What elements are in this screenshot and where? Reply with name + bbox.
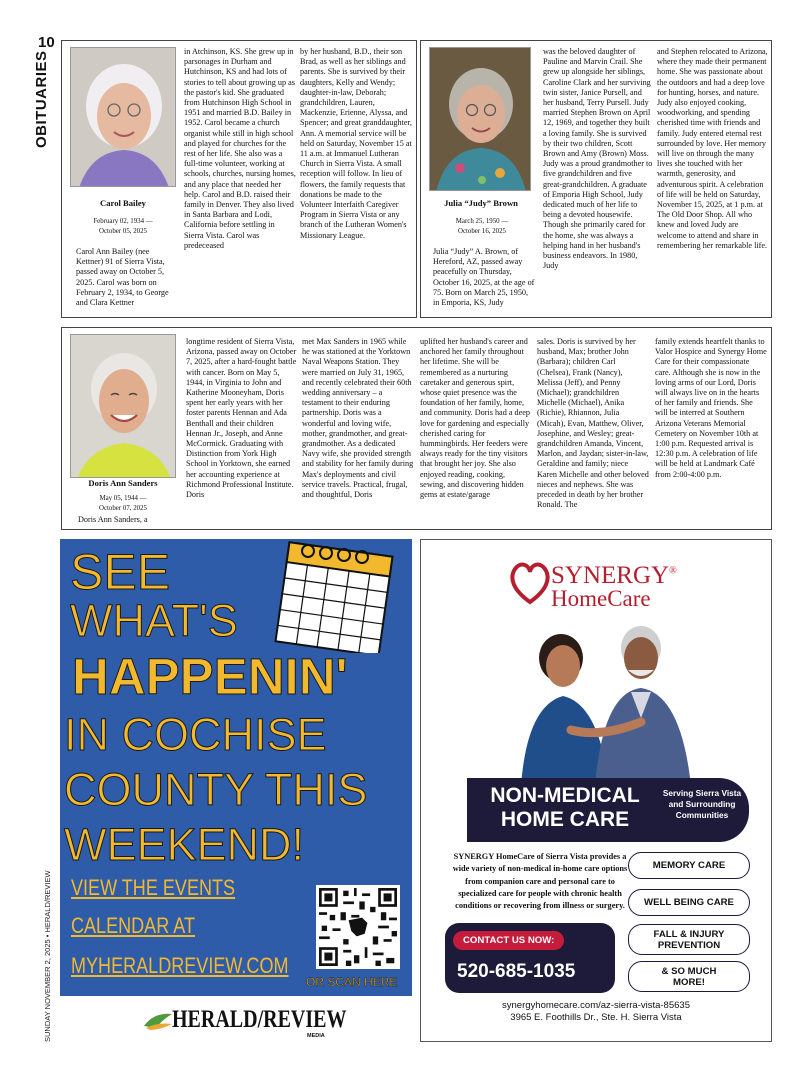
obituary-text-col: sales. Doris is survived by her husband, Max; brother John (Barbara); children Carl (Chelsea), Frank (Nancy), Melissa (Jeff), and Penny (Michael); grandchildren Michelle (Michael), Anika (Richie), Rhiannon, Julia (Micah), Evan, Matthew, Oliver, Josephine, and Wesley; great-grandchildren Amanda, Vincent, Marlon, and Jaydan; sister-in-law, Geraldine and family; niece Karen Michelle and other beloved nieces and nephews. She was preceded in death by her brother Ronald. The [537,337,649,510]
obituary-carol-bailey [61,40,417,318]
ad-headline-line: IN COCHISE [64,709,327,760]
ad-headline-line: COUNTY THIS [64,764,368,815]
non-medical-banner [467,778,749,842]
obituary-text-col: longtime resident of Sierra Vista, Arizona, passed away on October 7, 2025, after a hard-fought battle with cancer. Born on May 5, 1944, in Virginia to John and Katherine Mooneyham, Doris spent her early years with her foster parents Hennan and Ada Benthall and their children Hennan Jr., Joseph, and Anne McCormick. Graduating with Distinction from York High School in Yorktown, she earned her accounting experience at Richmond Professional Institute. Doris [186,337,297,500]
service-memory-care: MEMORY CARE [628,852,750,879]
ad-headline-line: WEEKEND! [64,819,305,870]
obituary-text-col: Doris Ann Sanders, a [78,515,148,524]
obituary-doris-sanders [61,327,772,530]
events-link-line[interactable]: CALENDAR AT [71,913,195,938]
synergy-homecare-ad[interactable] [420,539,772,1042]
obituary-judy-brown [420,40,772,318]
page-footer: SUNDAY NOVEMBER 2, 2025 • HERALD/REVIEW [43,870,52,1042]
obituary-text-col: met Max Sanders in 1965 while he was stationed at the Yorktown Naval Weapons Station. They were married on July 31, 1965, and recently celebrated their 60th wedding anniversary – a testament to their enduring partnership. Doris was a wonderful and loving wife, mother, grandmother, and great-grandmother. As a dedicated Navy wife, she provided strength and stability for her family during Max's deployments and civil service travels. Practical, frugal, and thoughtful, Doris [302,337,414,500]
obituary-text-col: was the beloved daughter of Pauline and Marvin Crail. She grew up alongside her siblings, Caroline Clark and her surviving twin sister, Janice Pursell, and her husband, Terry Pursell. Judy married Stephen Brown on April 12, 1969, and together they built a loving family. She is survived by their two children, Scott Brown and Amy (Brown) Moss. Judy was a proud grandmother to five grandchildren and five great-grandchildren. A graduate of Emporia High School, Judy dedicated much of her life to being a devoted housewife. Though she primarily cared for the home, she was always a helping hand in her husband's business endeavors. In 1980, Judy [543,47,653,271]
heart-logo-icon [509,560,551,606]
obituary-text-col: in Atchinson, KS. She grew up in parsonages in Durham and Hutchinson, KS and had lots of stories to tell about growing up as the pastor's kid. She graduated from Hutchinson High School in 1951 and married B.D. Bailey in 1952. Carol became a church organist while still in high school and played for churches for the rest of her life. She also was a full-time volunteer, working at schools, churches, nursing homes, and any place that needed her help. Carol and B.D. raised their family in Denver. They also lived in Santa Barbara and Lodi, California before settling in Sierra Vista. Carol was predeceased [184,47,296,250]
synergy-brand-sub: HomeCare [551,586,651,611]
events-link-line[interactable]: MYHERALDREVIEW.COM [71,953,289,978]
obituary-dates: March 25, 1950 — October 16, 2025 [455,218,509,235]
ad-headline-line: SEE [70,544,171,600]
service-well-being-care: WELL BEING CARE [628,889,750,916]
obituary-dates: May 05, 1944 — October 07, 2025 [98,495,148,512]
caregiver-photo [491,618,711,786]
obituary-text-col: family extends heartfelt thanks to Valor Hospice and Synergy Home Care for their compassionate care. Although she is now in the loving arms of our Lord, Doris will always live on in the hearts of her family and friends. She will be interred at Southern Arizona Veterans Memorial Cemetery on November 10th at 1:00 p.m. Requested arrival is 12:30 p.m. A celebration of life will be held at Landmark Café from 2:00-4:00 p.m. [655,337,767,479]
obituary-name: Doris Ann Sanders [88,478,158,488]
obituary-photo [429,47,531,191]
service-fall-injury-prevention: FALL & INJURY PREVENTION [628,924,750,955]
herald-media-label: MEDIA [307,1033,325,1039]
scan-here-label: OR SCAN HERE [306,975,398,989]
page-number: 10 [38,34,55,51]
obituary-text-col: Carol Ann Bailey (nee Kettner) 91 of Sierra Vista, passed away on October 5, 2025. Carol was born on February 2, 1934, to George and Clara Kettner [76,247,169,308]
obituary-name: Julia “Judy” Brown [444,198,518,208]
qr-code-icon[interactable] [316,885,400,969]
obituary-text-col: Julia “Judy” A. Brown, of Hereford, AZ, passed away peacefully on Thursday, October 16, 2025, at the age of 75. Born on March 25, 1950, in Emporia, KS, Judy [433,247,535,308]
herald-review-wordmark: HERALD/REVIEW [172,1006,347,1033]
obituary-text-col: and Stephen relocated to Arizona, where they made their permanent home. She was passionate about the outdoors and had a deep love for hunting, horses, and nature. Judy also enjoyed cooking, woodworking, and spending cherished time with friends and family. Judy entered eternal rest surrounded by love. Her memory will live on through the many lives she touched with her warmth, generosity, and adventurous spirit. A celebration of life will be held on Saturday, November 15, 2025, at 1 p.m. at The Old Door Shop. All who knew and loved Judy are welcome to attend and share in remembering her remarkable life. [657,47,768,250]
calendar-icon [268,541,408,653]
obituary-photo [70,334,176,478]
contact-phone[interactable]: 520-685-1035 [457,961,576,982]
obituary-photo [70,47,176,187]
ad-headline-line: HAPPENIN' [72,648,348,705]
obituary-text-col: uplifted her husband's career and anchored her family throughout her lifetime. She will be remembered as a nurturing caretaker and generous spirt, whose quiet presence was the foundation of her family, home, and community. Doris had a deep love for gardening and especially cherished caring for hummingbirds. Her feeders were always ready for the tiny visitors that brought her joy. She also enjoyed reading, cooking, sewing, and discovering hidden gems at estate/garage [420,337,530,500]
contact-label: CONTACT US NOW: [453,931,564,950]
synergy-url[interactable]: synergyhomecare.com/az-sierra-vista-85635 [502,1000,690,1011]
serving-area-text: Serving Sierra Vista and Surrounding Communities [662,788,742,820]
events-link-line[interactable]: VIEW THE EVENTS [71,875,236,900]
events-calendar-ad[interactable] [60,539,412,996]
section-label: OBITUARIES [33,50,50,148]
synergy-address: 3965 E. Foothills Dr., Ste. H. Sierra Vista [510,1012,682,1023]
service-more: & SO MUCH MORE! [628,961,750,992]
synergy-brand-name: SYNERGY® [551,562,677,589]
non-medical-headline: NON-MEDICAL HOME CARE [490,784,640,831]
herald-review-logo [142,1004,347,1044]
synergy-description: SYNERGY HomeCare of Sierra Vista provides a wide variety of non-medical in-home care options from companion care and personal care to specialized care for people with chronic health conditions or recovering from illness or surgery. [452,852,628,911]
leaf-icon [142,1010,174,1032]
ad-headline-line: WHAT'S [70,595,238,646]
obituary-name: Carol Bailey [100,198,146,208]
obituary-dates: February 02, 1934 — October 05, 2025 [93,218,153,235]
obituary-text-col: by her husband, B.D., their son Brad, as well as her siblings and parents. She is survived by their daughters, Kelly and Wendy; daughter-in-law, Deborah; grandchildren, Lauren, Mackenzie, Erienne, Alyssa, and Spencer; and great granddaughter, Ann. A memorial service will be held on Saturday, November 15 at 11 a.m. at Immanuel Lutheran Church in Sierra Vista. A small reception will follow. In lieu of flowers, the family requests that donations be made to the Volunteer Interfaith Caregiver Program in Sierra Vista or any branch of the Lutheran Women's Missionary League. [300,47,412,240]
contact-box[interactable] [445,923,615,993]
